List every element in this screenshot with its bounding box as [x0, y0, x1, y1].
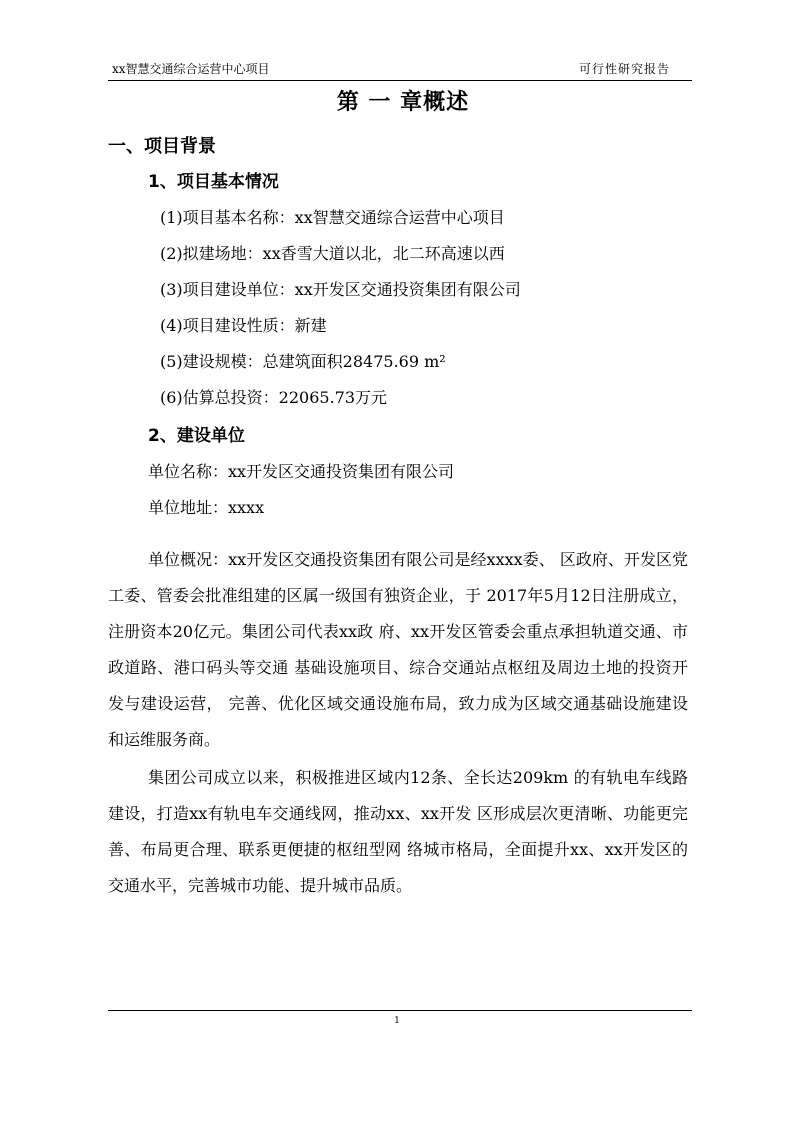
group-progress-paragraph: 集团公司成立以来，积极推进区域内12条、全长达209km 的有轨电车线路建设，打造xx有轨电车交通线网，推动xx、xx开发 区形成层次更清晰、功能更完善、布局更合理、联系更便捷的枢纽型网 络城市格局，全面提升xx、xx开发区的交通水平，完善城市功能、提升城市品质。 — [108, 768, 688, 895]
page-number: 1 — [394, 1016, 400, 1026]
info-item-scale: (5)建设规模：总建筑面积28475.69 m² — [160, 352, 446, 371]
info-item-name: (1)项目基本名称：xx智慧交通综合运营中心项目 — [160, 208, 505, 227]
info-item-nature: (4)项目建设性质：新建 — [160, 316, 327, 335]
unit-name: 单位名称：xx开发区交通投资集团有限公司 — [148, 462, 455, 481]
subsection-heading-unit: 2、建设单位 — [148, 426, 245, 446]
header-report-type: 可行性研究报告 — [578, 62, 670, 76]
header-project-name: xx智慧交通综合运营中心项目 — [112, 62, 270, 76]
footer-divider — [108, 1010, 692, 1011]
unit-address: 单位地址：xxxx — [148, 498, 265, 517]
chapter-title: 第 一 章概述 — [336, 90, 470, 115]
unit-overview-paragraph: 单位概况：xx开发区交通投资集团有限公司是经xxxx委、 区政府、开发区党工委、管委会批准组建的区属一级国有独资企业，于 2017年5月12日注册成立，注册资本20亿元。集团公司代表xx政 府、xx开发区管委会重点承担轨道交通、市政道路、港口码头等交通 基础设施项目、综合交通站点枢纽及周边土地的投资开发与建设运营， 完善、优化区域交通设施布局，致力成为区域交通基础设施建设和运维服务商。 — [108, 550, 688, 749]
page-content — [108, 80, 698, 904]
info-item-investment: (6)估算总投资：22065.73万元 — [160, 388, 388, 407]
page-header — [108, 60, 692, 81]
subsection-heading-basic-info: 1、项目基本情况 — [148, 172, 279, 192]
info-item-site: (2)拟建场地：xx香雪大道以北，北二环高速以西 — [160, 244, 505, 263]
info-item-builder: (3)项目建设单位：xx开发区交通投资集团有限公司 — [160, 280, 521, 299]
section-heading-background: 一、项目背景 — [108, 136, 216, 157]
